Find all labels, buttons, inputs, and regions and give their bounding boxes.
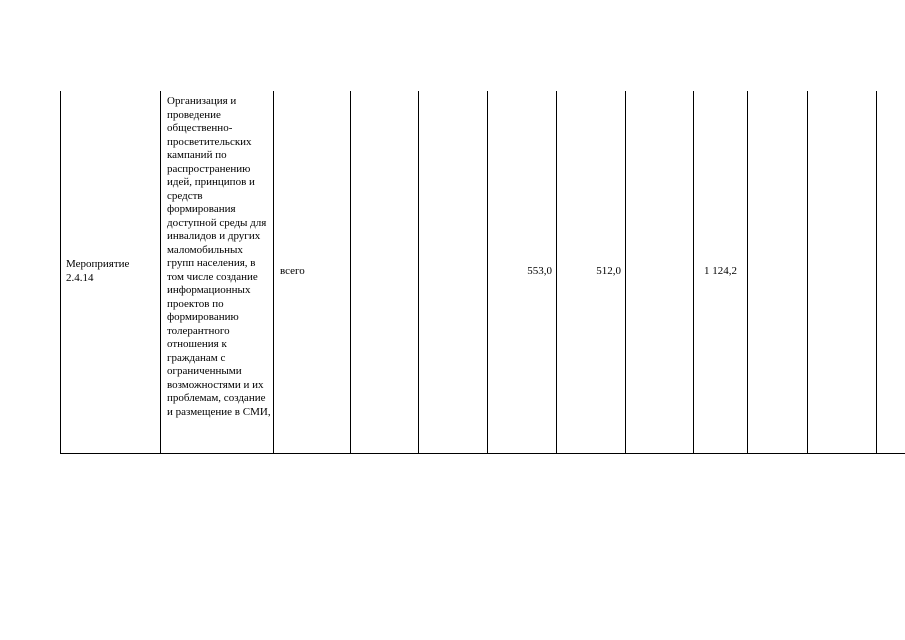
activity-description-cell: Организация и проведение общественно-просветительских кампаний по распространению идей, принципов и средств формирования доступной среды для инвалидов и других маломобильных групп населения, в том числе создание информационных проектов по формированию толерантного отношения к гражданам с ограниченными возможностями и их проблемам, создание и размещение в СМИ, <box>161 91 274 453</box>
value-cell-8 <box>626 91 694 453</box>
value-cell-7: 512,0 <box>557 91 626 453</box>
value-cell-6: 553,0 <box>488 91 557 453</box>
value-cell-9: 1 124,2 <box>694 91 748 453</box>
value-cell-5 <box>419 91 488 453</box>
funding-source-cell: всего <box>274 91 351 453</box>
value-cell-12 <box>877 91 905 453</box>
value-cell-11 <box>808 91 877 453</box>
activity-code-cell: Мероприятие 2.4.14 <box>61 91 161 453</box>
table-row <box>61 91 905 453</box>
budget-table <box>60 91 905 454</box>
value-cell-10 <box>748 91 808 453</box>
value-cell-4 <box>351 91 419 453</box>
